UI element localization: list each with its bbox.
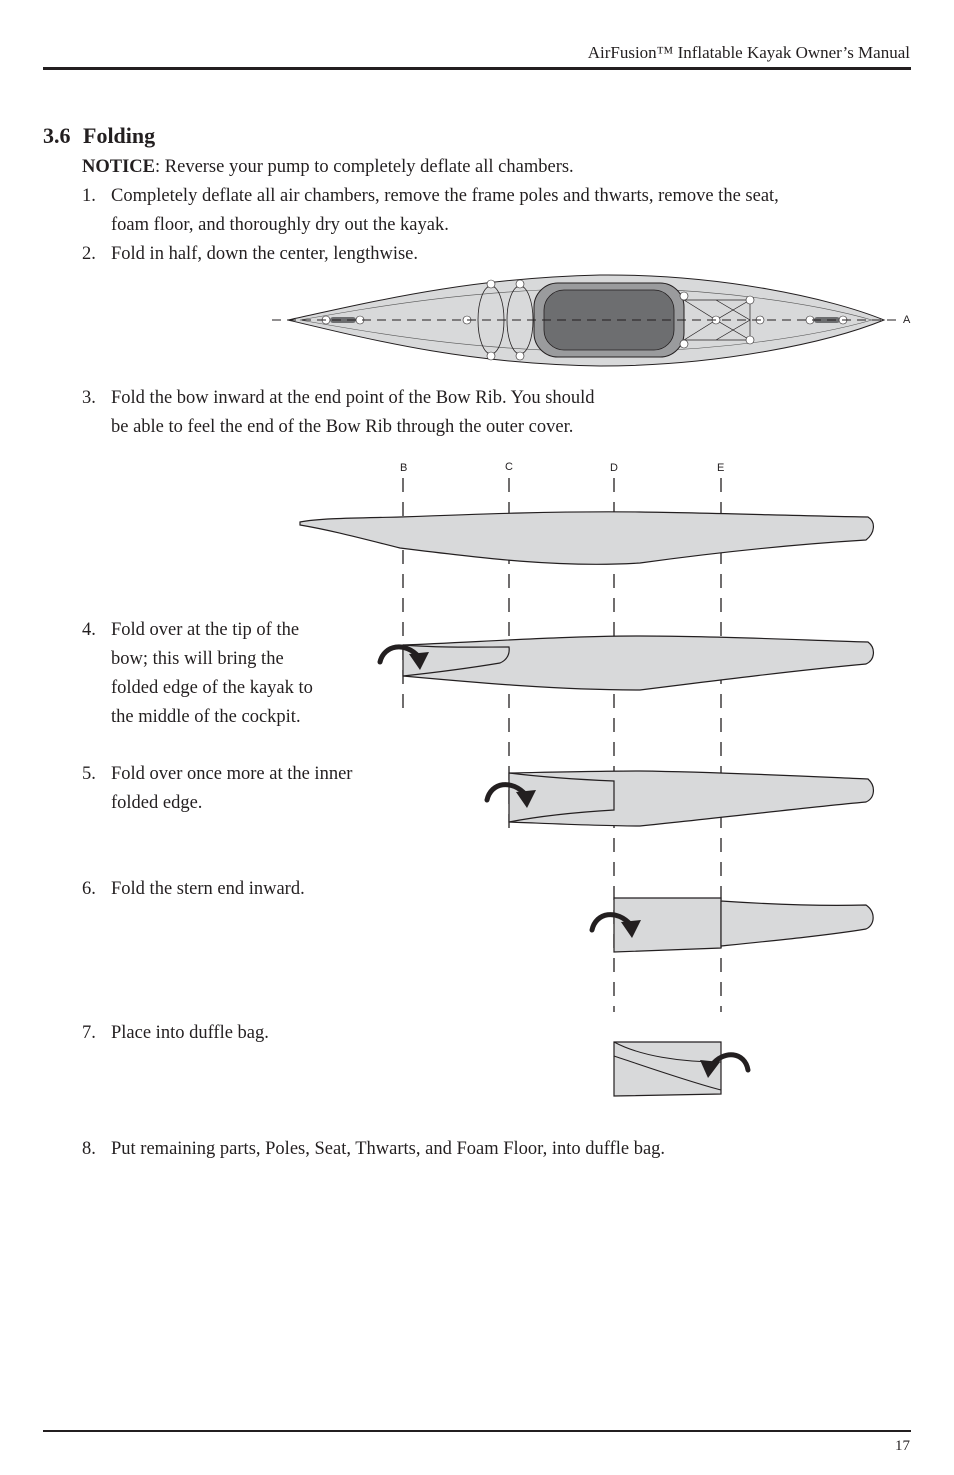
notice-label: NOTICE [82, 157, 155, 177]
step-number: 8. [82, 1139, 96, 1159]
step-line: folded edge. [111, 793, 203, 813]
fold-line-label-b: B [400, 462, 408, 474]
step-number: 2. [82, 244, 96, 264]
step-line: Put remaining parts, Poles, Seat, Thwarts, and Foam Floor, into duffle bag. [111, 1139, 666, 1159]
step-number: 1. [82, 186, 96, 206]
step-line: foam floor, and thoroughly dry out the kayak. [111, 215, 449, 235]
step-number: 7. [82, 1023, 96, 1043]
step-line: be able to feel the end of the Bow Rib through the outer cover. [111, 417, 574, 437]
section-title: Folding [83, 123, 156, 148]
running-header: AirFusion™ Inflatable Kayak Owner’s Manual [587, 43, 910, 62]
kayak-fold-step-7 [614, 1042, 748, 1096]
footer-rule [43, 1430, 911, 1432]
kayak-fold-step-4 [380, 636, 873, 690]
fold-line-label-d: D [610, 462, 618, 474]
step-line: Place into duffle bag. [111, 1023, 269, 1043]
step-number: 3. [82, 388, 96, 408]
step-number: 4. [82, 620, 96, 640]
fold-line-label-c: C [505, 461, 513, 473]
kayak-fold-step-5 [487, 771, 873, 826]
step-line: bow; this will bring the [111, 649, 284, 669]
step-line: folded edge of the kayak to [111, 678, 313, 698]
step-line: Fold the stern end inward. [111, 879, 305, 899]
notice-text: : Reverse your pump to completely deflate all chambers. [155, 157, 574, 177]
step-line: Completely deflate all air chambers, remove the frame poles and thwarts, remove the seat, [111, 186, 779, 206]
step-line: the middle of the cockpit. [111, 707, 301, 727]
kayak-fold-step-6 [592, 898, 873, 952]
step-line: Fold over at the tip of the [111, 620, 300, 640]
kayak-side-view-step-3 [300, 512, 873, 565]
step-line: Fold the bow inward at the end point of the Bow Rib. You should [111, 388, 595, 408]
step-number: 5. [82, 764, 96, 784]
step-line: Fold over once more at the inner [111, 764, 353, 784]
step-number: 6. [82, 879, 96, 899]
page-number: 17 [895, 1438, 910, 1454]
section-number: 3.6 [43, 123, 71, 148]
step-line: Fold in half, down the center, lengthwise. [111, 244, 419, 264]
fold-line-label-e: E [717, 462, 725, 474]
kayak-top-view [272, 275, 911, 366]
fold-line-label-a: A [903, 314, 911, 326]
